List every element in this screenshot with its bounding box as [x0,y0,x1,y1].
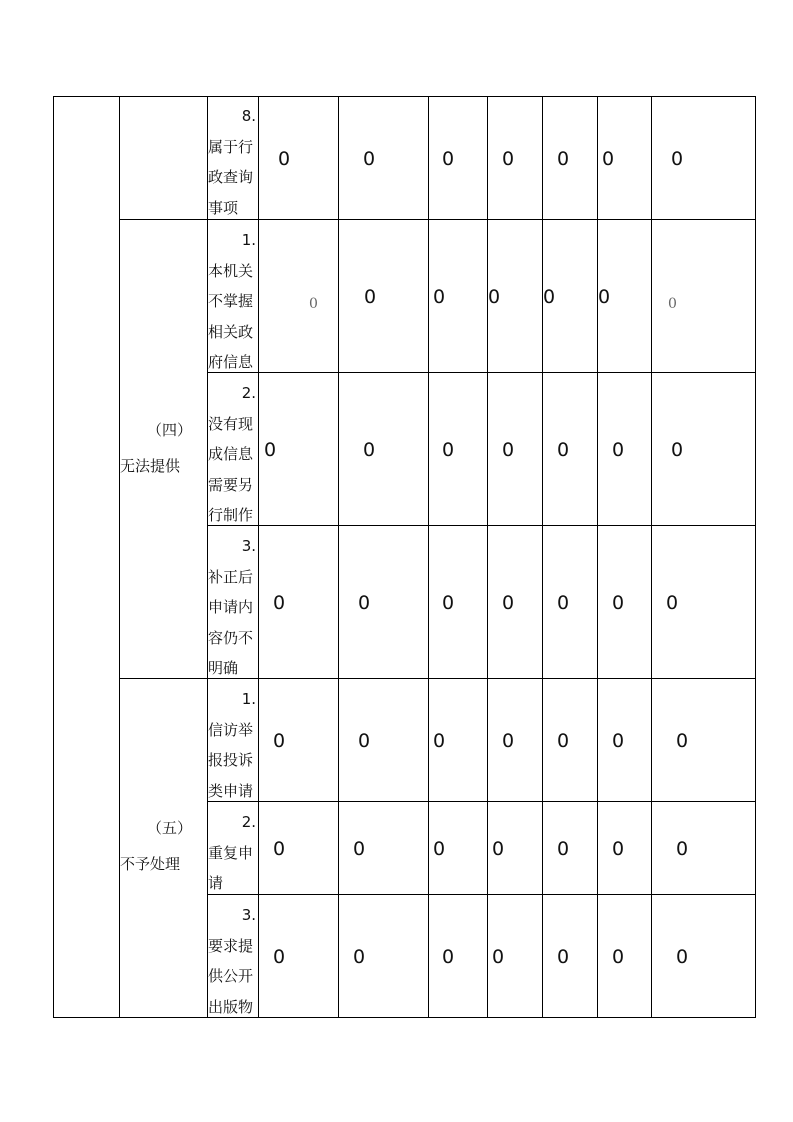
item-text-line: 重复申 [208,843,254,862]
value-cell: 0 [676,730,689,752]
item-text-line: 报投诉 [208,751,254,769]
value-cell: 0 [502,730,515,752]
col-divider [597,96,598,1018]
item-text-line: 补正后 [208,567,254,586]
item-label [208,900,258,1022]
value-cell: 0 [442,592,455,614]
item-text-line: 不掌握 [208,292,254,310]
item-label [208,531,258,684]
item-text-line: 没有现 [208,414,254,433]
item-text-line: 类申请 [208,781,254,800]
value-cell: 0 [433,286,446,308]
value-cell: 0 [364,286,377,308]
col-divider [258,96,259,1018]
value-cell: 0 [433,730,446,752]
col-divider [487,96,488,1018]
col-divider [651,96,652,1018]
item-number: 8. [241,107,256,125]
category-key: （五） [146,819,192,837]
item-text-line: 供公开 [208,967,254,985]
border-left [53,96,54,1018]
row-divider [208,372,756,373]
value-cell: 0 [676,946,689,968]
item-label [208,684,258,806]
category-key: （四） [146,421,192,439]
value-cell: 0 [273,946,286,968]
row-divider [208,894,756,895]
item-text-line: 属于行 [208,137,254,156]
value-cell: 0 [358,592,371,614]
value-cell: 0 [442,439,455,461]
value-cell: 0 [353,838,366,860]
item-text-line: 要求提 [208,936,254,955]
item-number: 1. [241,690,256,708]
value-cell: 0 [676,838,689,860]
item-number: 3. [241,906,256,924]
value-cell: 0 [543,286,556,308]
item-label [208,378,258,531]
value-cell: 0 [612,592,625,614]
value-cell: 0 [612,838,625,860]
border-right [755,96,756,1018]
value-cell: 0 [598,286,611,308]
col-divider [428,96,429,1018]
value-cell: 0 [502,592,515,614]
item-text-line: 请 [208,874,224,892]
item-text-line: 本机关 [208,261,254,280]
value-cell: 0 [309,296,318,312]
value-cell: 0 [557,592,570,614]
value-cell: 0 [668,296,677,312]
item-label [208,225,258,378]
value-cell: 0 [278,148,291,170]
item-number: 2. [241,384,256,402]
item-label [208,101,258,223]
row-divider [208,801,756,802]
item-text-line: 成信息 [208,445,254,463]
value-cell: 0 [557,439,570,461]
value-cell: 0 [557,730,570,752]
category-cell [120,810,206,882]
category-label: 无法提供 [120,457,181,475]
col-divider [338,96,339,1018]
value-cell: 0 [488,286,501,308]
value-cell: 0 [433,838,446,860]
value-cell: 0 [502,439,515,461]
item-text-line: 申请内 [208,598,254,616]
value-cell: 0 [612,439,625,461]
value-cell: 0 [363,148,376,170]
value-cell: 0 [358,730,371,752]
value-cell: 0 [442,148,455,170]
value-cell: 0 [502,148,515,170]
item-text-line: 明确 [208,659,239,677]
item-number: 2. [241,813,256,831]
item-number: 3. [241,537,256,555]
value-cell: 0 [363,439,376,461]
value-cell: 0 [612,730,625,752]
value-cell: 0 [353,946,366,968]
value-cell: 0 [666,592,679,614]
item-text-line: 府信息 [208,353,254,371]
value-cell: 0 [492,946,505,968]
value-cell: 0 [612,946,625,968]
value-cell: 0 [273,838,286,860]
item-text-line: 容仍不 [208,628,254,647]
row-divider [208,525,756,526]
item-label [208,807,258,899]
category-cell [120,412,206,484]
value-cell: 0 [492,838,505,860]
item-text-line: 出版物 [208,997,254,1016]
value-cell: 0 [264,439,277,461]
item-text-line: 事项 [208,198,239,217]
value-cell: 0 [557,838,570,860]
category-label: 不予处理 [120,855,181,873]
value-cell: 0 [273,592,286,614]
col-divider [542,96,543,1018]
item-text-line: 需要另 [208,475,254,494]
value-cell: 0 [442,946,455,968]
item-text-line: 信访举 [208,720,254,739]
item-text-line: 相关政 [208,322,254,341]
item-text-line: 政查询 [208,168,254,186]
value-cell: 0 [557,148,570,170]
value-cell: 0 [602,148,615,170]
value-cell: 0 [557,946,570,968]
value-cell: 0 [273,730,286,752]
value-cell: 0 [671,439,684,461]
item-text-line: 行制作 [208,506,254,524]
item-number: 1. [241,231,256,249]
value-cell: 0 [671,148,684,170]
